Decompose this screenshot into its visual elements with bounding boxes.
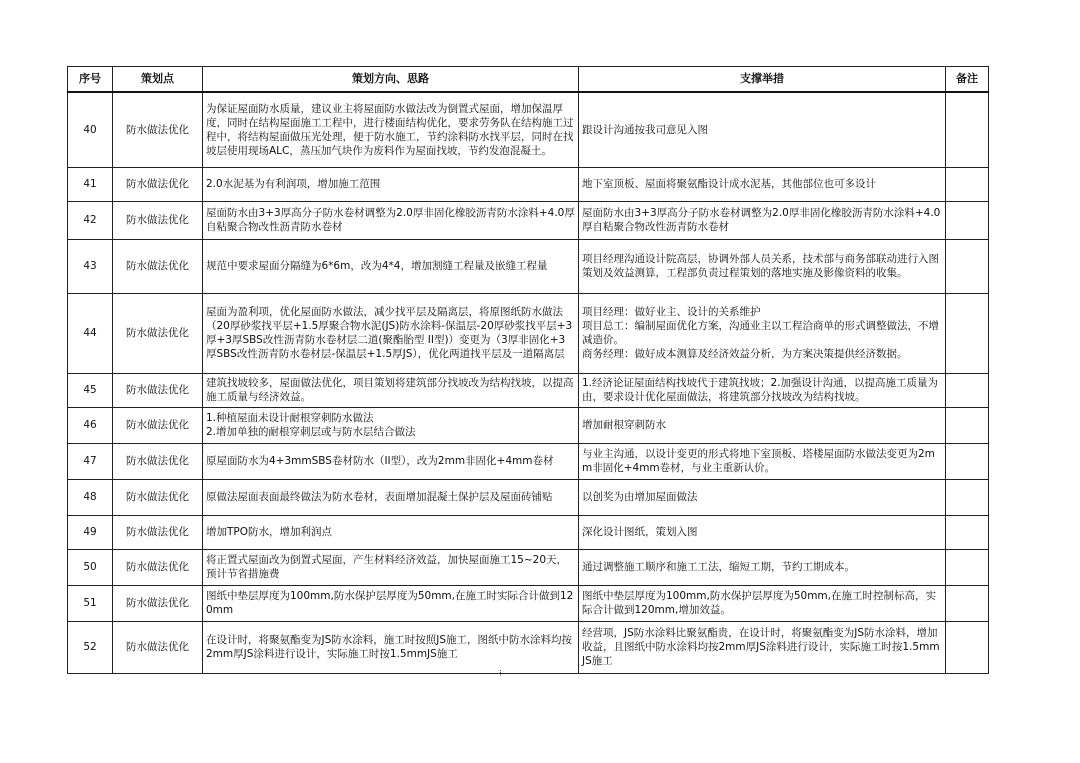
cell-measures: 项目经理沟通设计院高层，协调外部人员关系，技术部与商务部联动进行入图策划及效益测算，工程部负责过程策划的落地实施及影像资料的收集。	[579, 239, 946, 293]
cell-measures: 以创奖为由增加屋面做法	[579, 479, 946, 515]
cell-measures: 通过调整施工顺序和施工工法，缩短工期，节约工期成本。	[579, 549, 946, 585]
cell-point: 防水做法优化	[113, 407, 203, 443]
cell-point: 防水做法优化	[113, 167, 203, 201]
cell-measures: 屋面防水由3+3厚高分子防水卷材调整为2.0厚非固化橡胶沥青防水涂料+4.0厚自粘聚合物改性沥青防水卷材	[579, 201, 946, 239]
cell-direction: 增加TPO防水，增加利润点	[203, 515, 579, 549]
cell-measures: 深化设计图纸，策划入图	[579, 515, 946, 549]
cell-direction: 将正置式屋面改为倒置式屋面，产生材料经济效益，加快屋面施工15~20天，预计节省措施费	[203, 549, 579, 585]
cell-seq: 46	[68, 407, 113, 443]
cell-remarks	[946, 621, 989, 673]
cell-direction: 1.种植屋面未设计耐根穿刺防水做法 2.增加单独的耐根穿刺层或与防水层结合做法	[203, 407, 579, 443]
cell-remarks	[946, 549, 989, 585]
table-row	[68, 201, 989, 239]
cell-remarks	[946, 293, 989, 373]
table-row	[68, 293, 989, 373]
cell-point: 防水做法优化	[113, 479, 203, 515]
cell-point: 防水做法优化	[113, 515, 203, 549]
cell-measures: 项目经理：做好业主、设计的关系维护 项目总工：编制屋面优化方案，沟通业主以工程洽商单的形式调整做法，不增减造价。 商务经理：做好成本测算及经济效益分析，为方案决策提供经济数据。	[579, 293, 946, 373]
header-direction: 策划方向、思路	[203, 67, 579, 93]
cell-direction: 规范中要求屋面分隔缝为6*6m，改为4*4，增加割缝工程量及嵌缝工程量	[203, 239, 579, 293]
cell-direction: 原屋面防水为4+3mmSBS卷材防水（II型），改为2mm非固化+4mm卷材	[203, 443, 579, 479]
cell-point: 防水做法优化	[113, 293, 203, 373]
cell-seq: 49	[68, 515, 113, 549]
cell-seq: 41	[68, 167, 113, 201]
cell-measures: 图纸中垫层厚度为100mm,防水保护层厚度为50mm,在施工时控制标高，实际合计做到120mm,增加效益。	[579, 585, 946, 621]
table-row	[68, 479, 989, 515]
cell-remarks	[946, 407, 989, 443]
cell-seq: 45	[68, 373, 113, 407]
table-row	[68, 373, 989, 407]
cell-direction: 屋面为盈利项，优化屋面防水做法，减少找平层及隔离层，将原图纸防水做法（20厚砂浆找平层+1.5厚聚合物水泥(JS)防水涂料-保温层-20厚砂浆找平层+3厚+3厚SBS改性沥青防水卷材层二道(聚酯胎型 II型)）变更为（3厚非固化+3厚SBS改性沥青防水卷材层-保温层+1.5厚JS），优化两道找平层及一道隔离层	[203, 293, 579, 373]
cell-remarks	[946, 373, 989, 407]
cell-point: 防水做法优化	[113, 621, 203, 673]
cell-seq: 51	[68, 585, 113, 621]
header-remarks: 备注	[946, 67, 989, 93]
table-row	[68, 621, 989, 673]
cell-point: 防水做法优化	[113, 373, 203, 407]
planning-table	[67, 66, 989, 674]
table-row	[68, 549, 989, 585]
cell-point: 防水做法优化	[113, 585, 203, 621]
cell-seq: 43	[68, 239, 113, 293]
cell-seq: 44	[68, 293, 113, 373]
cell-direction: 建筑找坡较多，屋面做法优化，项目策划将建筑部分找坡改为结构找坡，以提高施工质量与经济效益。	[203, 373, 579, 407]
cell-remarks	[946, 479, 989, 515]
table-row	[68, 585, 989, 621]
cell-point: 防水做法优化	[113, 549, 203, 585]
table-row	[68, 515, 989, 549]
cell-direction: 在设计时，将聚氨酯变为JS防水涂料，施工时按照JS施工，图纸中防水涂料均按2mm厚JS涂料进行设计，实际施工时按1.5mmJS施工	[203, 621, 579, 673]
page-break-marker-icon: ⁝	[499, 669, 502, 679]
cell-seq: 47	[68, 443, 113, 479]
table-row	[68, 443, 989, 479]
cell-point: 防水做法优化	[113, 92, 203, 167]
cell-seq: 52	[68, 621, 113, 673]
cell-remarks	[946, 515, 989, 549]
cell-measures: 增加耐根穿刺防水	[579, 407, 946, 443]
table-row	[68, 407, 989, 443]
cell-direction: 屋面防水由3+3厚高分子防水卷材调整为2.0厚非固化橡胶沥青防水涂料+4.0厚自粘聚合物改性沥青防水卷材	[203, 201, 579, 239]
cell-direction: 2.0水泥基为有利润项，增加施工范围	[203, 167, 579, 201]
cell-measures: 经营项，JS防水涂料比聚氨酯贵，在设计时，将聚氨酯变为JS防水涂料，增加收益，且图纸中防水涂料均按2mm厚JS涂料进行设计，实际施工时按1.5mmJS施工	[579, 621, 946, 673]
cell-remarks	[946, 201, 989, 239]
cell-remarks	[946, 239, 989, 293]
cell-direction: 为保证屋面防水质量，建议业主将屋面防水做法改为倒置式屋面，增加保温厚度，同时在结构屋面施工工程中，进行楼面结构优化，要求劳务队在结构施工过程中，将结构屋面做压光处理，便于防水施工，节约涂料防水找平层，同时在找坡层使用现场ALC，蒸压加气块作为废料作为屋面找坡，节约发泡混凝土。	[203, 92, 579, 167]
header-point: 策划点	[113, 67, 203, 93]
cell-point: 防水做法优化	[113, 239, 203, 293]
cell-seq: 48	[68, 479, 113, 515]
cell-point: 防水做法优化	[113, 443, 203, 479]
header-seq: 序号	[68, 67, 113, 93]
cell-remarks	[946, 443, 989, 479]
cell-direction: 图纸中垫层厚度为100mm,防水保护层厚度为50mm,在施工时实际合计做到120mm	[203, 585, 579, 621]
cell-remarks	[946, 92, 989, 167]
cell-remarks	[946, 167, 989, 201]
cell-seq: 40	[68, 92, 113, 167]
header-measures: 支撑举措	[579, 67, 946, 93]
cell-measures: 地下室顶板、屋面将聚氨酯设计成水泥基，其他部位也可多设计	[579, 167, 946, 201]
cell-point: 防水做法优化	[113, 201, 203, 239]
cell-remarks	[946, 585, 989, 621]
cell-measures: 1.经济论证屋面结构找坡代于建筑找坡；2.加强设计沟通，以提高施工质量为由，要求设计优化屋面做法，将建筑部分找坡改为结构找坡。	[579, 373, 946, 407]
cell-seq: 42	[68, 201, 113, 239]
table-row	[68, 167, 989, 201]
cell-measures: 与业主沟通，以设计变更的形式将地下室顶板、塔楼屋面防水做法变更为2mm非固化+4mm卷材，与业主重新认价。	[579, 443, 946, 479]
table-header-row	[68, 67, 989, 93]
cell-measures: 跟设计沟通按我司意见入图	[579, 92, 946, 167]
cell-direction: 原做法屋面表面最终做法为防水卷材，表面增加混凝土保护层及屋面砖铺贴	[203, 479, 579, 515]
cell-seq: 50	[68, 549, 113, 585]
table-row	[68, 92, 989, 167]
table-row	[68, 239, 989, 293]
